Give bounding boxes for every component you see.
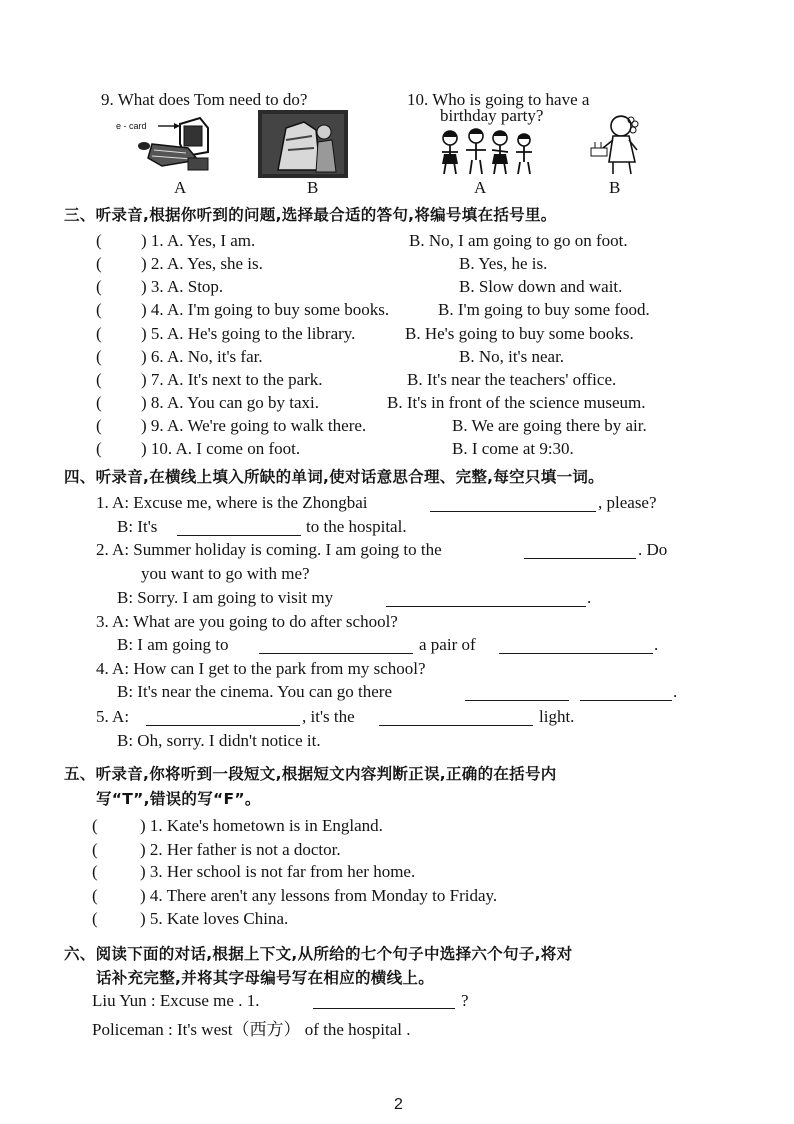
s5-item-1-paren: ( — [92, 816, 98, 835]
s6-blank-1[interactable] — [313, 1008, 455, 1009]
question-9-text: 9. What does Tom need to do? — [101, 90, 308, 109]
option-9a-label: A — [174, 178, 187, 197]
s5-item-3-paren: ( — [92, 862, 98, 881]
s3-item-7-b: B. It's near the teachers' office. — [407, 370, 617, 389]
s3-item-10-a: ) 10. A. I come on foot. — [141, 439, 301, 458]
option-10b-label: B — [609, 178, 621, 197]
s3-item-2-b: B. Yes, he is. — [459, 254, 548, 273]
s4-q5-a: 5. A: — [96, 707, 130, 726]
s3-item-10-b: B. I come at 9:30. — [452, 439, 574, 458]
s6-line-1: Liu Yun : Excuse me . 1. — [92, 991, 260, 1010]
s3-item-9-paren: ( — [96, 416, 102, 435]
s4-q1-blank-1[interactable] — [430, 511, 596, 512]
s4-q4-a: 4. A: How can I get to the park from my school? — [96, 659, 426, 678]
dark-scene-image — [258, 110, 348, 178]
s3-item-3-paren: ( — [96, 277, 102, 296]
s3-item-1-b: B. No, I am going to go on foot. — [409, 231, 628, 250]
s4-q5-blank-2[interactable] — [379, 725, 533, 726]
s5-item-4-paren: ( — [92, 886, 98, 905]
s4-q1-a-end: , please? — [598, 493, 657, 512]
s6-line-2: Policeman : It's west（西方） of the hospital . — [92, 1020, 411, 1039]
s3-item-4-paren: ( — [96, 300, 102, 319]
s4-q1-a: 1. A: Excuse me, where is the Zhongbai — [96, 493, 368, 512]
s3-item-1-a: ) 1. A. Yes, I am. — [141, 231, 256, 250]
s4-q4-b: B: It's near the cinema. You can go there — [117, 682, 392, 701]
s5-item-2: ) 2. Her father is not a doctor. — [140, 840, 341, 859]
s4-q2-b: B: Sorry. I am going to visit my — [117, 588, 334, 607]
s4-q2-a-end: . Do — [638, 540, 668, 559]
s3-item-10-paren: ( — [96, 439, 102, 458]
s3-item-5-paren: ( — [96, 324, 102, 343]
s4-q5-blank-1[interactable] — [146, 725, 300, 726]
s3-item-3-b: B. Slow down and wait. — [459, 277, 623, 296]
s3-item-7-a: ) 7. A. It's next to the park. — [141, 370, 323, 389]
s3-item-2-a: ) 2. A. Yes, she is. — [141, 254, 263, 273]
s6-line-1-end: ? — [461, 991, 469, 1010]
s3-item-9-a: ) 9. A. We're going to walk there. — [141, 416, 367, 435]
s5-item-2-paren: ( — [92, 840, 98, 859]
s3-item-6-paren: ( — [96, 347, 102, 366]
s4-q2-blank-2[interactable] — [386, 606, 586, 607]
s3-item-2-paren: ( — [96, 254, 102, 273]
s5-item-1: ) 1. Kate's hometown is in England. — [140, 816, 383, 835]
computer-image — [112, 110, 222, 180]
s3-item-8-b: B. It's in front of the science museum. — [387, 393, 646, 412]
s3-item-8-paren: ( — [96, 393, 102, 412]
option-9b-label: B — [307, 178, 319, 197]
s3-item-6-b: B. No, it's near. — [459, 347, 565, 366]
s4-q2-blank-1[interactable] — [524, 558, 636, 559]
page-number: 2 — [394, 1096, 403, 1113]
section-3-title: 三、听录音,根据你听到的问题,选择最合适的答句,将编号填在括号里。 — [64, 206, 557, 224]
e-card-label: e - card — [116, 121, 147, 131]
s5-item-4: ) 4. There aren't any lessons from Monday to Friday. — [140, 886, 498, 905]
s3-item-7-paren: ( — [96, 370, 102, 389]
s4-q4-b-end: . — [673, 682, 678, 701]
question-10-line2: birthday party? — [440, 106, 544, 125]
s4-q3-blank-1[interactable] — [259, 653, 413, 654]
s4-q3-blank-2[interactable] — [499, 653, 653, 654]
s4-q1-b: B: It's — [117, 517, 158, 536]
s3-item-8-a: ) 8. A. You can go by taxi. — [141, 393, 320, 412]
section-5-title-line1: 五、听录音,你将听到一段短文,根据短文内容判断正误,正确的在括号内 — [64, 765, 557, 783]
question-10-line1: 10. Who is going to have a — [407, 90, 590, 109]
s3-item-3-a: ) 3. A. Stop. — [141, 277, 224, 296]
s3-item-4-a: ) 4. A. I'm going to buy some books. — [141, 300, 390, 319]
s4-q1-blank-2[interactable] — [177, 535, 301, 536]
s4-q3-b: B: I am going to — [117, 635, 229, 654]
s4-q2-a: 2. A: Summer holiday is coming. I am going to the — [96, 540, 442, 559]
s4-q3-a: 3. A: What are you going to do after school? — [96, 612, 398, 631]
s4-q4-blank-2[interactable] — [580, 700, 672, 701]
s4-q2-a-line2: you want to go with me? — [141, 564, 310, 583]
s4-q1-b-end: to the hospital. — [306, 517, 407, 536]
s3-item-6-a: ) 6. A. No, it's far. — [141, 347, 263, 366]
s4-q4-blank-1[interactable] — [465, 700, 569, 701]
birthday-girl-image — [583, 112, 643, 178]
s5-item-3: ) 3. Her school is not far from her home. — [140, 862, 416, 881]
s4-q5-a-mid: , it's the — [302, 707, 355, 726]
s4-q5-b: B: Oh, sorry. I didn't notice it. — [117, 731, 321, 750]
s3-item-5-a: ) 5. A. He's going to the library. — [141, 324, 356, 343]
section-6-title-line1: 六、阅读下面的对话,根据上下文,从所给的七个句子中选择六个句子,将对 — [64, 945, 573, 963]
s3-item-5-b: B. He's going to buy some books. — [405, 324, 634, 343]
s5-item-5: ) 5. Kate loves China. — [140, 909, 289, 928]
s3-item-4-b: B. I'm going to buy some food. — [438, 300, 650, 319]
section-6-title-line2: 话补充完整,并将其字母编号写在相应的横线上。 — [96, 969, 434, 987]
option-10a-label: A — [474, 178, 487, 197]
section-4-title: 四、听录音,在横线上填入所缺的单词,使对话意思合理、完整,每空只填一词。 — [64, 468, 604, 486]
s4-q3-b-end: . — [654, 635, 659, 654]
s4-q2-b-end: . — [587, 588, 592, 607]
s4-q3-b-mid: a pair of — [419, 635, 476, 654]
s5-item-5-paren: ( — [92, 909, 98, 928]
children-group-image — [436, 128, 536, 178]
s4-q5-a-end: light. — [539, 707, 575, 726]
s3-item-1-paren: ( — [96, 231, 102, 250]
s3-item-9-b: B. We are going there by air. — [452, 416, 647, 435]
section-5-title-line2: 写“T”,错误的写“F”。 — [96, 790, 261, 808]
